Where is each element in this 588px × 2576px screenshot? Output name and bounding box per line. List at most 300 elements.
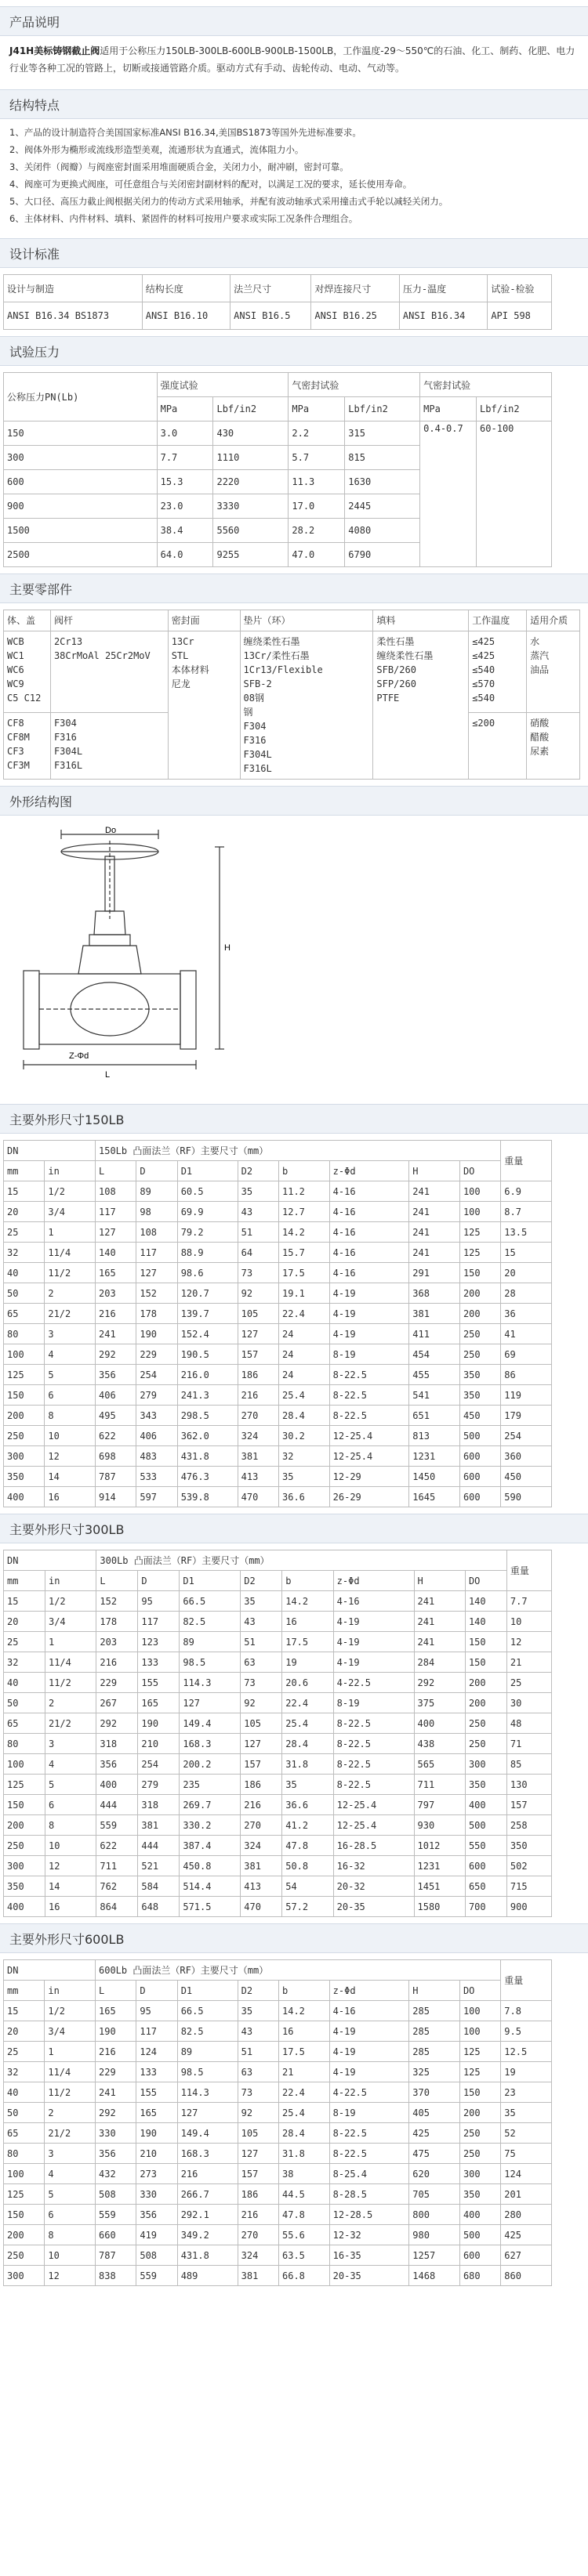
dims-cell: 127	[96, 1222, 136, 1243]
dims-cell: 16-32	[333, 1856, 414, 1876]
dims-header-l: L	[96, 1571, 138, 1591]
dims-cell: 1468	[409, 2266, 460, 2286]
dims-cell: 10	[45, 1426, 96, 1446]
dims-cell: 8-22.5	[333, 1775, 414, 1795]
dims-cell: 16	[282, 1612, 333, 1632]
dims-cell: 22.4	[279, 2082, 330, 2103]
section-title: 主要外形尺寸600LB	[9, 1931, 125, 1947]
dims-cell: 279	[136, 1385, 177, 1406]
section-title: 主要外形尺寸150LB	[9, 1112, 125, 1127]
parts-gasket	[240, 631, 373, 780]
dims-header-do: DO	[459, 1161, 500, 1181]
dims-header-in: in	[45, 1981, 96, 2001]
dims-cell: 600	[459, 2245, 500, 2266]
table-row	[4, 1591, 552, 1612]
dims-cell: 350	[4, 1467, 45, 1487]
dims-cell: 203	[96, 1632, 138, 1652]
parts-item: 蒸汽	[530, 650, 550, 661]
dims-cell: 19	[501, 2062, 552, 2082]
dims-cell: 125	[4, 1775, 45, 1795]
table-row	[4, 2021, 552, 2042]
dims-cell: 229	[96, 2062, 136, 2082]
dims-header-mm: mm	[4, 1571, 45, 1591]
dims-cell: 495	[96, 1406, 136, 1426]
dims-cell: 292	[96, 1344, 136, 1365]
parts-item: WCB	[7, 636, 24, 647]
dims-cell: 597	[136, 1487, 177, 1507]
section-title: 主要外形尺寸300LB	[9, 1521, 125, 1537]
section-header-dim600	[0, 1923, 588, 1953]
dims-cell: 650	[465, 1876, 506, 1897]
dims-cell: 1012	[414, 1836, 465, 1856]
pressure-cell: 430	[213, 421, 289, 446]
dims-cell: 186	[241, 1775, 282, 1795]
dims-cell: 356	[96, 2144, 136, 2164]
dims-cell: 4-16	[333, 1591, 414, 1612]
dims-cell: 123	[138, 1632, 180, 1652]
dims-cell: 8.7	[501, 1202, 552, 1222]
dims-cell: 8	[45, 1815, 96, 1836]
dims-cell: 14.2	[279, 2001, 330, 2021]
dims-cell: 413	[241, 1876, 282, 1897]
dims-cell: 200	[465, 1673, 506, 1693]
dim150-table	[3, 1140, 552, 1507]
dims-cell: 125	[459, 1222, 500, 1243]
dims-cell: 300	[459, 2164, 500, 2184]
label-l: L	[105, 1070, 111, 1080]
dims-cell: 105	[241, 1713, 282, 1734]
dims-header-l: L	[96, 1161, 136, 1181]
dims-cell: 3/4	[45, 1202, 96, 1222]
dims-header-z: z-Φd	[329, 1161, 409, 1181]
dims-cell: 400	[96, 1775, 138, 1795]
dims-cell: 4-19	[329, 2042, 409, 2062]
dims-cell: 95	[138, 1591, 180, 1612]
dims-cell: 73	[241, 1673, 282, 1693]
dims-cell: 31.8	[282, 1754, 333, 1775]
dims-cell: 4-19	[329, 1324, 409, 1344]
standards-value: ANSI B16.10	[142, 302, 230, 330]
parts-item: WC6	[7, 664, 24, 675]
dims-cell: 8	[45, 2225, 96, 2245]
dims-cell: 241	[96, 2082, 136, 2103]
table-row	[4, 1632, 552, 1652]
standards-header: 法兰尺寸	[230, 275, 311, 302]
dims-cell: 330	[136, 2184, 177, 2205]
dims-cell: 108	[136, 1222, 177, 1243]
dims-cell: 1	[45, 1632, 96, 1652]
dims-cell: 16	[45, 1487, 96, 1507]
table-row	[4, 1754, 552, 1775]
dims-cell: 2	[45, 2103, 96, 2123]
dims-cell: 14	[45, 1467, 96, 1487]
dims-cell: 330.2	[180, 1815, 241, 1836]
section-header-intro	[0, 6, 588, 36]
dims-cell: 4-19	[333, 1632, 414, 1652]
dims-cell: 12-25.4	[333, 1795, 414, 1815]
dims-cell: 24	[279, 1324, 330, 1344]
dims-header-dn: DN	[4, 1960, 96, 1981]
dims-cell: 28.4	[279, 1406, 330, 1426]
section-header-dim150	[0, 1104, 588, 1134]
dims-cell: 124	[136, 2042, 177, 2062]
parts-item: WC1	[7, 650, 24, 661]
dims-cell: 127	[177, 2103, 238, 2123]
dims-cell: 165	[96, 1263, 136, 1283]
dims-cell: 71	[506, 1734, 551, 1754]
dims-cell: 900	[506, 1897, 551, 1917]
dims-cell: 1/2	[45, 2001, 96, 2021]
dims-cell: 133	[138, 1652, 180, 1673]
dims-cell: 660	[96, 2225, 136, 2245]
dims-cell: 24	[279, 1365, 330, 1385]
dims-cell: 89	[180, 1632, 241, 1652]
table-row	[4, 1283, 552, 1304]
dims-cell: 11/2	[45, 1263, 96, 1283]
standards-header: 设计与制造	[4, 275, 143, 302]
parts-media-group2	[527, 712, 580, 779]
dims-cell: 95	[136, 2001, 177, 2021]
dims-cell: 200	[459, 2103, 500, 2123]
dims-cell: 350	[459, 1365, 500, 1385]
dims-cell: 8-22.5	[329, 1406, 409, 1426]
dims-cell: 66.5	[180, 1591, 241, 1612]
dims-cell: 250	[4, 1426, 45, 1446]
parts-header: 垫片（环）	[240, 610, 373, 631]
dims-cell: 6	[45, 1385, 96, 1406]
table-row	[4, 1876, 552, 1897]
dims-cell: 455	[409, 1365, 460, 1385]
parts-header: 阀杆	[50, 610, 168, 631]
dims-cell: 5	[45, 1365, 96, 1385]
parts-item: CF3M	[7, 759, 30, 771]
dims-cell: 64	[238, 1243, 278, 1263]
parts-item: 2Cr13	[53, 636, 83, 647]
pressure-cell: 3.0	[157, 421, 213, 446]
table-row	[4, 1202, 552, 1222]
dims-cell: 190	[136, 1324, 177, 1344]
dims-cell: 405	[409, 2103, 460, 2123]
dims-cell: 155	[138, 1673, 180, 1693]
dims-cell: 400	[4, 1897, 45, 1917]
dims-cell: 8-22.5	[329, 2123, 409, 2144]
parts-header: 填料	[373, 610, 469, 631]
table-row	[4, 1815, 552, 1836]
table-row	[4, 1222, 552, 1243]
dims-cell: 80	[4, 1324, 45, 1344]
dims-cell: 117	[138, 1612, 180, 1632]
pressure-header-strength: 强度试验	[157, 373, 289, 397]
dims-cell: 63.5	[279, 2245, 330, 2266]
dims-cell: 28.4	[282, 1734, 333, 1754]
dims-cell: 52	[501, 2123, 552, 2144]
dims-cell: 292.1	[177, 2205, 238, 2225]
dims-cell: 285	[409, 2001, 460, 2021]
dims-cell: 3/4	[45, 2021, 96, 2042]
parts-header: 密封面	[168, 610, 240, 631]
dims-cell: 381	[138, 1815, 180, 1836]
parts-item: 尿素	[530, 745, 550, 757]
dims-cell: 150	[4, 1795, 45, 1815]
dims-cell: 120.7	[177, 1283, 238, 1304]
dims-cell: 54	[282, 1876, 333, 1897]
dims-cell: 1257	[409, 2245, 460, 2266]
dims-cell: 356	[96, 1754, 138, 1775]
table-row	[4, 1304, 552, 1324]
dims-cell: 35	[238, 1181, 278, 1202]
dims-cell: 203	[96, 1283, 136, 1304]
dims-cell: 8-22.5	[333, 1734, 414, 1754]
dims-cell: 125	[4, 2184, 45, 2205]
dims-header-z: z-Φd	[333, 1571, 414, 1591]
table-row	[4, 1406, 552, 1426]
dims-cell: 838	[96, 2266, 136, 2286]
pressure-cell: 15.3	[157, 470, 213, 494]
pressure-cell: 5560	[213, 519, 289, 543]
dims-cell: 127	[238, 2144, 278, 2164]
parts-seal	[168, 631, 240, 780]
standards-header: 压力-温度	[399, 275, 487, 302]
parts-packing	[373, 631, 469, 780]
dims-cell: 216.0	[177, 1365, 238, 1385]
pressure-header-air-seal: 气密封试验	[420, 373, 552, 397]
dims-cell: 476.3	[177, 1467, 238, 1487]
dims-cell: 14	[45, 1876, 96, 1897]
dims-cell: 35	[501, 2103, 552, 2123]
pressure-cell: 600	[4, 470, 158, 494]
parts-item: 醋酸	[530, 731, 550, 743]
dims-cell: 38	[279, 2164, 330, 2184]
standards-value: ANSI B16.34 BS1873	[4, 302, 143, 330]
dims-cell: 51	[238, 2042, 278, 2062]
dims-cell: 500	[459, 1426, 500, 1446]
dims-cell: 41	[501, 1324, 552, 1344]
dims-cell: 800	[409, 2205, 460, 2225]
dims-cell: 1231	[409, 1446, 460, 1467]
dims-cell: 6	[45, 2205, 96, 2225]
dims-cell: 343	[136, 1406, 177, 1426]
parts-item: 柔性石墨	[376, 636, 415, 647]
dims-cell: 450	[459, 1406, 500, 1426]
dims-cell: 114.3	[180, 1673, 241, 1693]
dims-cell: 152	[96, 1591, 138, 1612]
dims-cell: 8-22.5	[333, 1713, 414, 1734]
dims-caption: 150Lb 凸面法兰（RF）主要尺寸（mm）	[96, 1141, 501, 1161]
dims-cell: 521	[138, 1856, 180, 1876]
dims-cell: 622	[96, 1426, 136, 1446]
dims-header-mm: mm	[4, 1981, 45, 2001]
dims-header-d2: D2	[238, 1981, 278, 2001]
dims-cell: 12-25.4	[329, 1426, 409, 1446]
table-row	[4, 1856, 552, 1876]
parts-item: F304	[53, 717, 77, 729]
dims-cell: 7.7	[506, 1591, 551, 1612]
dims-cell: 4-22.5	[333, 1673, 414, 1693]
parts-item: 08钢	[243, 693, 264, 704]
table-row	[4, 2103, 552, 2123]
dims-cell: 250	[465, 1734, 506, 1754]
parts-item: ≤540	[472, 693, 495, 704]
dims-cell: 130	[506, 1775, 551, 1795]
dims-cell: 127	[241, 1734, 282, 1754]
dims-cell: 300	[4, 1446, 45, 1467]
pressure-unit: Lbf/in2	[477, 397, 552, 421]
parts-item: 13Cr	[171, 636, 194, 647]
dims-header-h: H	[409, 1161, 460, 1181]
dims-cell: 89	[136, 1181, 177, 1202]
dims-cell: 50	[4, 1283, 45, 1304]
dims-cell: 241	[409, 1202, 460, 1222]
dims-cell: 14.2	[282, 1591, 333, 1612]
parts-item: PTFE	[376, 693, 400, 704]
dims-cell: 285	[409, 2021, 460, 2042]
dims-cell: 425	[409, 2123, 460, 2144]
dims-cell: 92	[238, 1283, 278, 1304]
intro-text: 适用于公称压力150LB-300LB-600LB-900LB-1500LB，工作温度-29～550℃的石油、化工、制药、化肥、电力行业等各种工况的管路上，切断或接通管路介质。驱动方式有手动、齿轮传动、电动、气动等。	[9, 45, 575, 74]
dims-cell: 4-16	[329, 1222, 409, 1243]
dims-cell: 438	[414, 1734, 465, 1754]
parts-stem-group2	[50, 712, 168, 779]
dims-cell: 10	[506, 1612, 551, 1632]
dims-cell: 266.7	[177, 2184, 238, 2205]
dims-cell: 431.8	[177, 1446, 238, 1467]
section-header-features	[0, 89, 588, 119]
dims-cell: 600	[459, 1467, 500, 1487]
dims-header-h: H	[414, 1571, 465, 1591]
dims-cell: 98.5	[177, 2062, 238, 2082]
dims-cell: 200	[465, 1693, 506, 1713]
parts-temp-group1	[469, 631, 527, 713]
parts-item: 13Cr/柔性石墨	[243, 650, 310, 661]
dims-header-d1: D1	[180, 1571, 241, 1591]
dims-cell: 200	[459, 1304, 500, 1324]
dims-cell: 254	[138, 1754, 180, 1775]
dims-cell: 622	[96, 1836, 138, 1856]
dims-cell: 117	[136, 2021, 177, 2042]
dims-cell: 559	[136, 2266, 177, 2286]
parts-item: 38CrMoAl 25Cr2MoV	[53, 650, 151, 661]
dims-cell: 20	[4, 1612, 45, 1632]
dims-cell: 165	[96, 2001, 136, 2021]
parts-header: 工作温度	[469, 610, 527, 631]
dims-header-b: b	[279, 1981, 330, 2001]
dims-cell: 5	[45, 1775, 96, 1795]
dims-cell: 4	[45, 2164, 96, 2184]
dims-cell: 1645	[409, 1487, 460, 1507]
dims-header-d1: D1	[177, 1161, 238, 1181]
dims-header-d: D	[136, 1981, 177, 2001]
dims-cell: 8-19	[329, 2103, 409, 2123]
dims-cell: 15.7	[279, 1243, 330, 1263]
table-row	[4, 1446, 552, 1467]
dims-cell: 63	[238, 2062, 278, 2082]
parts-item: SFB-2	[243, 678, 272, 689]
dims-cell: 270	[238, 2225, 278, 2245]
pressure-cell: 38.4	[157, 519, 213, 543]
dims-cell: 241	[409, 1222, 460, 1243]
dims-cell: 475	[409, 2144, 460, 2164]
dims-cell: 105	[238, 2123, 278, 2144]
dims-cell: 787	[96, 2245, 136, 2266]
dims-cell: 8-19	[329, 1344, 409, 1365]
pressure-header-pn: 公称压力PN(Lb)	[4, 373, 158, 421]
dims-cell: 100	[459, 2021, 500, 2042]
dims-cell: 250	[465, 1713, 506, 1734]
dims-cell: 8-25.4	[329, 2164, 409, 2184]
parts-item: 1Cr13/Flexible	[243, 664, 323, 675]
dims-cell: 155	[136, 2082, 177, 2103]
dims-cell: 186	[238, 1365, 278, 1385]
parts-item: F316	[53, 731, 77, 743]
dims-cell: 4-19	[329, 2062, 409, 2082]
dims-cell: 31.8	[279, 2144, 330, 2164]
dims-header-b: b	[279, 1161, 330, 1181]
dims-cell: 57.2	[282, 1897, 333, 1917]
dims-cell: 200	[459, 1283, 500, 1304]
parts-item: CF3	[7, 745, 24, 757]
dims-cell: 48	[506, 1713, 551, 1734]
dims-cell: 298.5	[177, 1406, 238, 1426]
dims-cell: 229	[136, 1344, 177, 1365]
parts-item: 本体材料	[171, 664, 209, 675]
dims-cell: 489	[177, 2266, 238, 2286]
dims-cell: 20-32	[333, 1876, 414, 1897]
dims-cell: 508	[136, 2245, 177, 2266]
dims-cell: 375	[414, 1693, 465, 1713]
dims-cell: 200	[4, 1815, 45, 1836]
table-row	[4, 1693, 552, 1713]
intro-product-name: J41H美标铸钢截止阀	[9, 45, 100, 56]
table-row	[4, 1426, 552, 1446]
dims-cell: 3/4	[45, 1612, 96, 1632]
dims-cell: 80	[4, 2144, 45, 2164]
dims-cell: 400	[414, 1713, 465, 1734]
dims-cell: 705	[409, 2184, 460, 2205]
dims-cell: 267	[96, 1693, 138, 1713]
dims-cell: 12.5	[501, 2042, 552, 2062]
dims-cell: 16-35	[329, 2245, 409, 2266]
dims-cell: 292	[414, 1673, 465, 1693]
dims-cell: 241	[414, 1591, 465, 1612]
dims-cell: 419	[136, 2225, 177, 2245]
table-row	[4, 2225, 552, 2245]
pressure-cell: 2220	[213, 470, 289, 494]
table-row	[4, 1467, 552, 1487]
parts-header: 体、盖	[4, 610, 51, 631]
parts-item: 水	[530, 636, 540, 647]
pressure-cell: 4080	[345, 519, 420, 543]
dims-cell: 1/2	[45, 1591, 96, 1612]
pressure-cell: 2500	[4, 543, 158, 567]
dims-cell: 4-22.5	[329, 2082, 409, 2103]
dims-cell: 370	[409, 2082, 460, 2103]
dims-cell: 150	[4, 1385, 45, 1406]
dims-cell: 157	[241, 1754, 282, 1775]
dims-cell: 400	[4, 1487, 45, 1507]
table-row	[4, 2184, 552, 2205]
dims-cell: 11/2	[45, 2082, 96, 2103]
table-row	[4, 1181, 552, 1202]
dims-cell: 200	[4, 2225, 45, 2245]
dims-cell: 250	[4, 2245, 45, 2266]
dims-cell: 270	[241, 1815, 282, 1836]
dims-cell: 241	[414, 1632, 465, 1652]
dims-cell: 127	[238, 1324, 278, 1344]
dims-cell: 36	[501, 1304, 552, 1324]
dims-header-in: in	[45, 1571, 96, 1591]
dims-cell: 17.5	[282, 1632, 333, 1652]
dims-cell: 470	[238, 1487, 278, 1507]
